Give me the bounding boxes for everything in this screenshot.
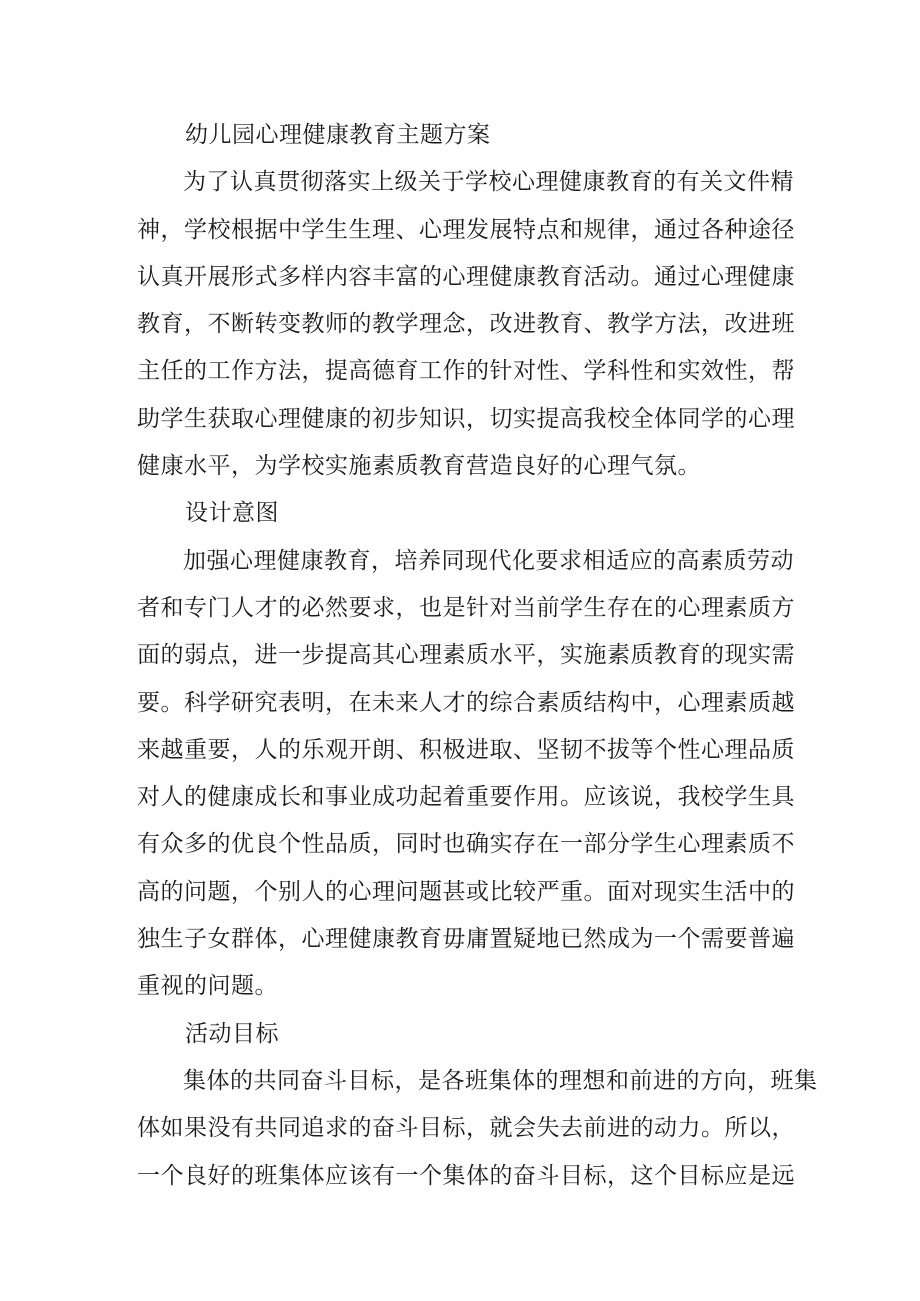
paragraph-line: 重视的问题。 <box>137 973 278 1000</box>
paragraph-line: 主任的工作方法，提高德育工作的针对性、学科性和实效性，帮 <box>137 358 795 385</box>
section-heading-design: 设计意图 <box>185 500 279 527</box>
paragraph-line: 神，学校根据中学生生理、心理发展特点和规律，通过各种途径 <box>137 216 795 243</box>
paragraph-line: 高的问题，个别人的心理问题甚或比较严重。面对现实生活中的 <box>137 878 795 905</box>
goals-paragraph <box>137 1058 818 1200</box>
paragraph-line: 对人的健康成长和事业成功起着重要作用。应该说，我校学生具 <box>137 784 795 811</box>
paragraph-line: 面的弱点，进一步提高其心理素质水平，实施素质教育的现实需 <box>137 642 795 669</box>
paragraph-line: 教育，不断转变教师的教学理念，改进教育、教学方法，改进班 <box>137 311 795 338</box>
paragraph-line: 为了认真贯彻落实上级关于学校心理健康教育的有关文件精 <box>183 169 794 196</box>
paragraph-line: 集体的共同奋斗目标，是各班集体的理想和前进的方向，班集 <box>183 1067 818 1094</box>
document-page <box>137 112 818 1200</box>
intro-paragraph <box>137 159 795 490</box>
section-heading-goals: 活动目标 <box>185 1020 279 1047</box>
design-paragraph <box>137 538 795 1011</box>
paragraph-line: 一个良好的班集体应该有一个集体的奋斗目标，这个目标应是远 <box>137 1162 795 1189</box>
paragraph-line: 独生子女群体，心理健康教育毋庸置疑地已然成为一个需要普遍 <box>137 926 795 953</box>
paragraph-line: 健康水平，为学校实施素质教育营造良好的心理气氛。 <box>137 453 701 480</box>
paragraph-line: 要。科学研究表明，在未来人才的综合素质结构中，心理素质越 <box>137 689 795 716</box>
document-title: 幼儿园心理健康教育主题方案 <box>185 122 491 148</box>
paragraph-line: 体如果没有共同追求的奋斗目标，就会失去前进的动力。所以， <box>137 1115 795 1142</box>
paragraph-line: 认真开展形式多样内容丰富的心理健康教育活动。通过心理健康 <box>137 263 795 290</box>
paragraph-line: 来越重要，人的乐观开朗、积极进取、坚韧不拔等个性心理品质 <box>137 736 795 763</box>
paragraph-line: 者和专门人才的必然要求，也是针对当前学生存在的心理素质方 <box>137 594 795 621</box>
paragraph-line: 助学生获取心理健康的初步知识，切实提高我校全体同学的心理 <box>137 405 795 432</box>
paragraph-line: 有众多的优良个性品质，同时也确实存在一部分学生心理素质不 <box>137 831 795 858</box>
paragraph-line: 加强心理健康教育，培养同现代化要求相适应的高素质劳动 <box>183 547 794 574</box>
